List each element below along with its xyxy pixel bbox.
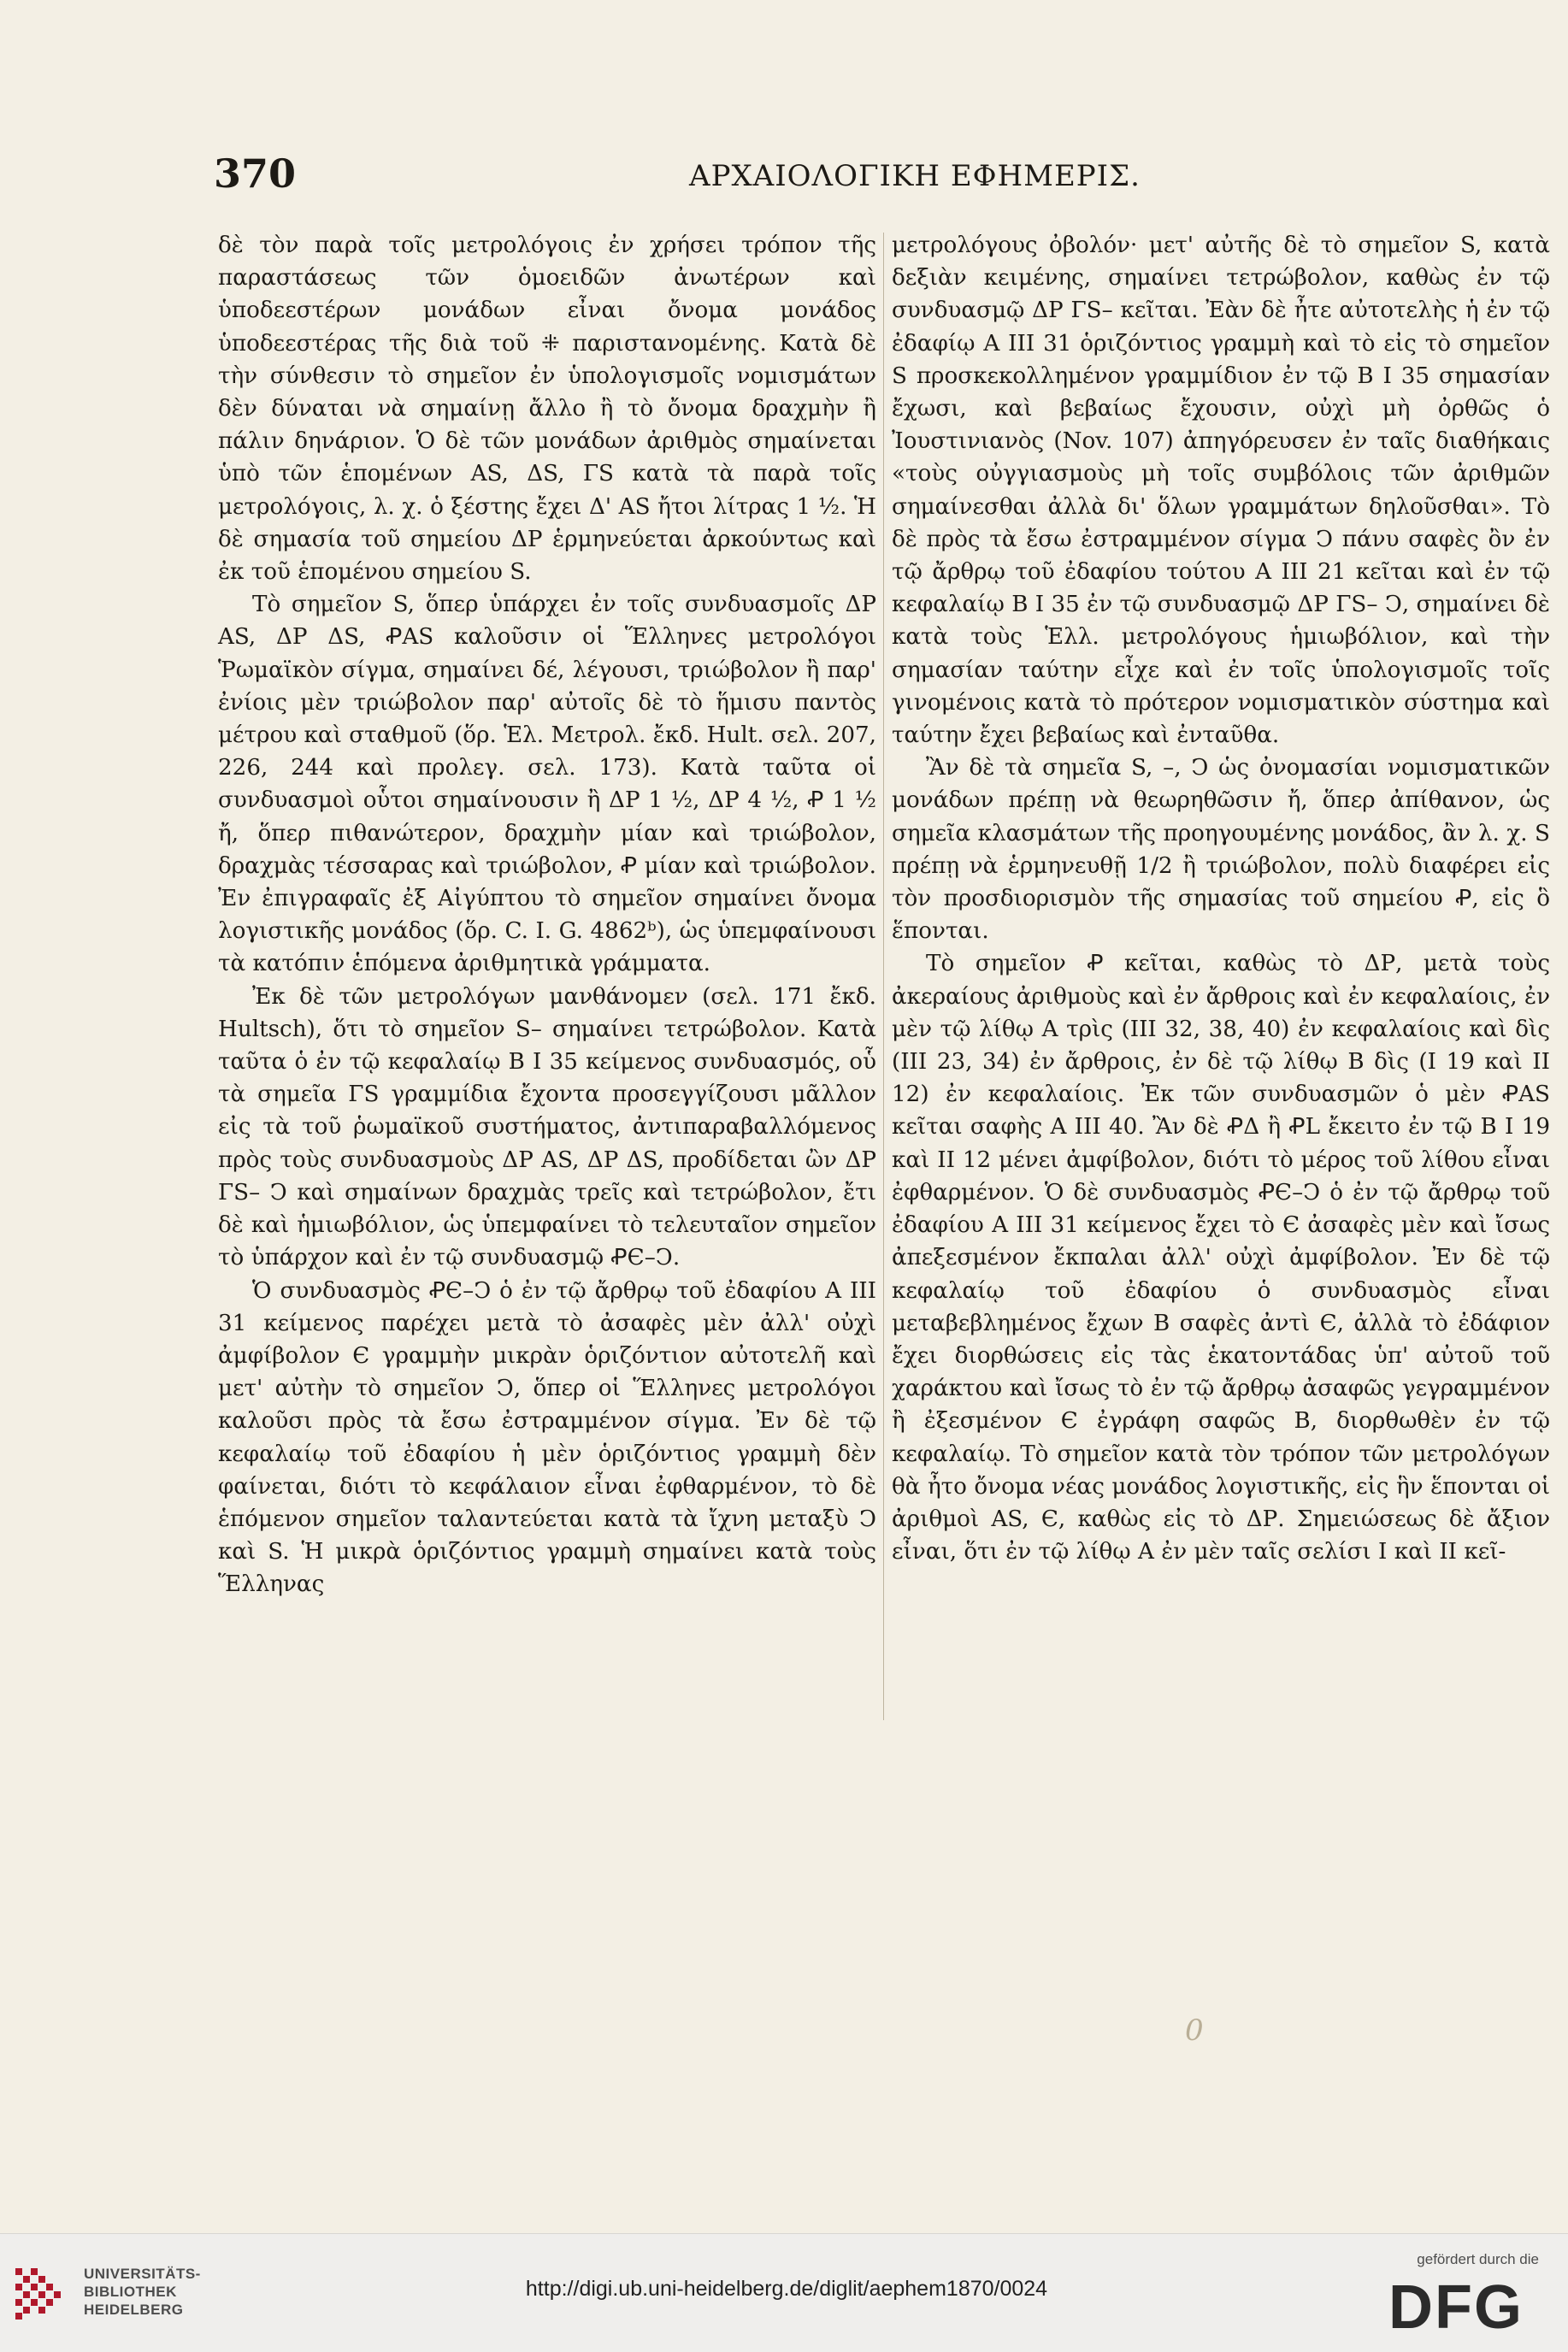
page-number: 370 [214, 150, 297, 197]
right-paragraph-2: Ἂν δὲ τὰ σημεῖα S, –, Ͻ ὡς ὀνομασίαι νομισματικῶν μονάδων πρέπῃ νὰ θεωρηθῶσιν ἤ, ὅπερ ἀπίθανον, ὡς σημεῖα κλασμάτων τῆς προηγουμένης μονάδος, ἂν λ. χ. S πρέπῃ νὰ ἑρμηνευθῇ 1/2 ἢ τριώβολον, πολὺ διαφέρει εἰς τὸν προσδιορισμὸν τῆς σημασίας τοῦ σημείου Ꝓ, εἰς ὃ ἕπονται. [892, 755, 1550, 945]
library-name [84, 2265, 201, 2319]
left-paragraph-4: Ὁ συνδυασμὸς ꝒЄ–Ͻ ὁ ἐν τῷ ἄρθρῳ τοῦ ἐδαφίου Α ΙΙΙ 31 κείμενος παρέχει μετὰ τὸ ἀσαφὲς μὲν ἀλλ' οὐχὶ ἀμφίβολον Є γραμμὴν μικρὰν ὁριζόντιον αὐτοτελῆ καὶ μετ' αὐτὴν τὸ σημεῖον Ͻ, ὅπερ οἱ Ἕλληνες μετρολόγοι καλοῦσι πρὸς τὰ ἔσω ἐστραμμένον σίγμα. Ἐν δὲ τῷ κεφαλαίῳ τοῦ ἐδαφίου ἡ μὲν ὁριζόντιος γραμμὴ δὲν φαίνεται, διότι τὸ κεφάλαιον εἶναι ἐφθαρμένον, τὸ δὲ ἑπόμενον σημεῖον ταλαντεύεται κατὰ τὰ ἴχνη μεταξὺ Ͻ καὶ S. Ἡ μικρὰ ὁριζόντιος γραμμὴ σημαίνει κατὰ τοὺς Ἕλληνας [218, 1277, 876, 1598]
right-column [892, 229, 1550, 1568]
left-column [218, 229, 876, 1601]
right-paragraph-3: Τὸ σημεῖον Ꝓ κεῖται, καθὼς τὸ ΔΡ, μετὰ τοὺς ἀκεραίους ἀριθμοὺς καὶ ἐν ἄρθροις καὶ ἐν κεφαλαίοις, ἐν μὲν τῷ λίθῳ Α τρὶς (ΙΙΙ 32, 38, 40) ἐν κεφαλαίοις καὶ δὶς (ΙΙΙ 23, 34) ἐν ἄρθροις, ἐν δὲ τῷ λίθῳ Β δὶς (Ι 19 καὶ ΙΙ 12) ἐν κεφαλαίοις. Ἐκ τῶν συνδυασμῶν ὁ μὲν ꝒAS κεῖται σαφὴς Α ΙΙΙ 40. Ἂν δὲ ꝒΔ ἢ ꝒL ἔκειτο ἐν τῷ Β Ι 19 καὶ ΙΙ 12 μένει ἀμφίβολον, διότι τὸ μέρος τοῦ λίθου εἶναι ἐφθαρμένον. Ὁ δὲ συνδυασμὸς ꝒЄ–Ͻ ὁ ἐν τῷ ἄρθρῳ τοῦ ἐδαφίου Α ΙΙΙ 31 κείμενος ἔχει τὸ Є ἀσαφὲς μὲν καὶ ἴσως ἀπεξεσμένον ἔκπαλαι ἀλλ' οὐχὶ ἀμφίβολον. Ἐν δὲ τῷ κεφαλαίῳ τοῦ ἐδαφίου ὁ συνδυασμὸς εἶναι μεταβεβλημένος ἔχων Β σαφὲς ἀντὶ Є, ἀλλὰ τὸ ἐδάφιον ἔχει διορθώσεις εἰς τὰς ἑκατοντάδας ὑπ' αὐτοῦ τοῦ χαράκτου καὶ ἴσως τὸ ἐν τῷ ἄρθρῳ ἀσαφῶς γεγραμμένον ἢ ἐξεσμένον Є ἐγράφη σαφῶς Β, διορθωθὲν ἐν τῷ κεφαλαίῳ. Τὸ σημεῖον κατὰ τὸν τρόπον τῶν μετρολόγων θὰ ἦτο ὄνομα νέας μονάδος λογιστικῆς, εἰς ἣν ἕπονται οἱ ἀριθμοὶ AS, Є, καθὼς εἰς τὸ ΔΡ. Σημειώσεως δὲ ἄξιον εἶναι, ὅτι ἐν τῷ λίθῳ Α ἐν μὲν ταῖς σελίσι Ι καὶ ΙΙ κεῖ- [892, 951, 1550, 1565]
left-paragraph-2: Τὸ σημεῖον S, ὅπερ ὑπάρχει ἐν τοῖς συνδυασμοῖς ΔΡ AS, ΔΡ ΔS, ꝒAS καλοῦσιν οἱ Ἕλληνες μετρολόγοι Ῥωμαϊκὸν σίγμα, σημαίνει δέ, λέγουσι, τριώβολον ἢ παρ' ἐνίοις μὲν τριώβολον παρ' αὐτοῖς δὲ τὸ ἥμισυ παντὸς μέτρου καὶ σταθμοῦ (ὅρ. Ἑλ. Μετρολ. ἔκδ. Hult. σελ. 207, 226, 244 καὶ προλεγ. σελ. 173). Κατὰ ταῦτα οἱ συνδυασμοὶ οὗτοι σημαίνουσιν ἢ ΔΡ 1 ½, ΔΡ 4 ½, Ꝓ 1 ½ ἤ, ὅπερ πιθανώτερον, δραχμὴν μίαν καὶ τριώβολον, δραχμὰς τέσσαρας καὶ τριώβολον, Ꝓ μίαν καὶ τριώβολον. Ἐν ἐπιγραφαῖς ἐξ Αἰγύπτου τὸ σημεῖον σημαίνει ὄνομα λογιστικῆς μονάδος (ὅρ. C. I. G. 4862ᵇ), ὡς ὑπεμφαίνουσι τὰ κατόπιν ἑπόμενα ἀριθμητικὰ γράμματα. [218, 592, 876, 977]
left-paragraph-3: Ἐκ δὲ τῶν μετρολόγων μανθάνομεν (σελ. 171 ἔκδ. Hultsch), ὅτι τὸ σημεῖον S– σημαίνει τετρώβολον. Κατὰ ταῦτα ὁ ἐν τῷ κεφαλαίῳ Β Ι 35 κείμενος συνδυασμός, οὗ τὰ σημεῖα ΓS γραμμίδια ἔχοντα προσεγγίζουσι μᾶλλον εἰς τὰ τοῦ ῥωμαϊκοῦ συστήματος, ἀντιπαραβαλλόμενος πρὸς τοὺς συνδυασμοὺς ΔΡ AS, ΔΡ ΔS, προδίδεται ὢν ΔΡ ΓS– Ͻ καὶ σημαίνων δραχμὰς τρεῖς καὶ τετρώβολον, ἔτι δὲ καὶ ἡμιωβόλιον, ὡς ὑπεμφαίνει τὸ τελευταῖον σημεῖον τὸ ὑπάρχον καὶ ἐν τῷ συνδυασμῷ ꝒЄ–Ͻ. [218, 983, 876, 1271]
source-url-link[interactable]: http://digi.ub.uni-heidelberg.de/diglit/aephem1870/0024 [525, 2277, 1048, 2301]
column-divider [883, 233, 884, 1720]
funding-text: gefördert durch die [1417, 2251, 1539, 2267]
library-name-line: UNIVERSITÄTS- [84, 2266, 201, 2282]
dfg-logo-icon [1387, 2273, 1542, 2335]
library-name-line: BIBLIOTHEK [84, 2284, 177, 2300]
library-name-line: HEIDELBERG [84, 2302, 184, 2318]
page-header [214, 150, 1547, 198]
running-title: ΑΡΧΑΙΟΛΟΓΙΚΗ ΕΦΗΜΕΡΙΣ. [689, 159, 1141, 193]
right-paragraph-1: μετρολόγους ὀβολόν· μετ' αὐτῆς δὲ τὸ σημεῖον S, κατὰ δεξιὰν κειμένης, σημαίνει τετρώβολον, καθὼς ἐν τῷ συνδυασμῷ ΔΡ ΓS– κεῖται. Ἐὰν δὲ ἦτε αὐτοτελὴς ἡ ἐν τῷ ἐδαφίῳ Α ΙΙΙ 31 ὁριζόντιος γραμμὴ καὶ τὸ εἰς τὸ σημεῖον S προσκεκολλημένον γραμμίδιον ἐν τῷ Β Ι 35 σημασίαν ἔχωσι, καὶ βεβαίως ἔχουσιν, οὐχὶ μὴ ὀρθῶς ὁ Ἰουστινιανὸς (Nov. 107) ἀπηγόρευσεν ἐν ταῖς διαθήκαις «τοὺς οὐγγιασμοὺς μὴ τοῖς συμβόλοις τῶν ἀριθμῶν σημαίνεσθαι ἀλλὰ δι' ὅλων γραμμάτων δηλοῦσθαι». Τὸ δὲ πρὸς τὰ ἔσω ἐστραμμένον σίγμα Ͻ πάνυ σαφὲς ὂν ἐν τῷ ἄρθρῳ τοῦ ἐδαφίου τούτου Α ΙΙΙ 21 κεῖται καὶ ἐν τῷ κεφαλαίῳ Β Ι 35 ἐν τῷ συνδυασμῷ ΔΡ ΓS– Ͻ, σημαίνει δὲ κατὰ τοὺς Ἑλλ. μετρολόγους ἡμιωβόλιον, καὶ τὴν σημασίαν ταύτην εἶχε καὶ ἐν τοῖς ὑπολογισμοῖς τοῖς γινομένοις κατὰ τὸ πρότερον νομισματικὸν σύστημα καὶ ταύτην ἔχει βεβαίως καὶ ἐνταῦθα. [892, 233, 1550, 749]
university-library-logo-icon [15, 2268, 68, 2320]
left-paragraph-1: δὲ τὸν παρὰ τοῖς μετρολόγοις ἐν χρήσει τρόπον τῆς παραστάσεως τῶν ὁμοειδῶν ἀνωτέρων καὶ ὑποδεεστέρων μονάδων εἶναι ὄνομα μονάδος ὑποδεεστέρας τῆς διὰ τοῦ ⁜ παριστανομένης. Κατὰ δὲ τὴν σύνθεσιν τὸ σημεῖον ἐν ὑπολογισμοῖς νομισμάτων δὲν δύναται νὰ σημαίνῃ ἄλλο ἢ τὸ ὄνομα δραχμὴν ἢ πάλιν δηνάριον. Ὁ δὲ τῶν μονάδων ἀριθμὸς σημαίνεται ὑπὸ τῶν ἑπομένων AS, ΔS, ΓS κατὰ τὰ παρὰ τοῖς μετρολόγοις, λ. χ. ὁ ξέστης ἔχει Δ' AS ἤτοι λίτρας 1 ½. Ἡ δὲ σημασία τοῦ σημείου ΔΡ ἑρμηνεύεται ἀρκούντως καὶ ἐκ τοῦ ἑπομένου σημείου S. [218, 233, 876, 586]
footer-bar [0, 2233, 1568, 2352]
pencil-mark: 0 [1185, 2013, 1204, 2048]
dfg-logo-text: DFG [1388, 2273, 1524, 2335]
